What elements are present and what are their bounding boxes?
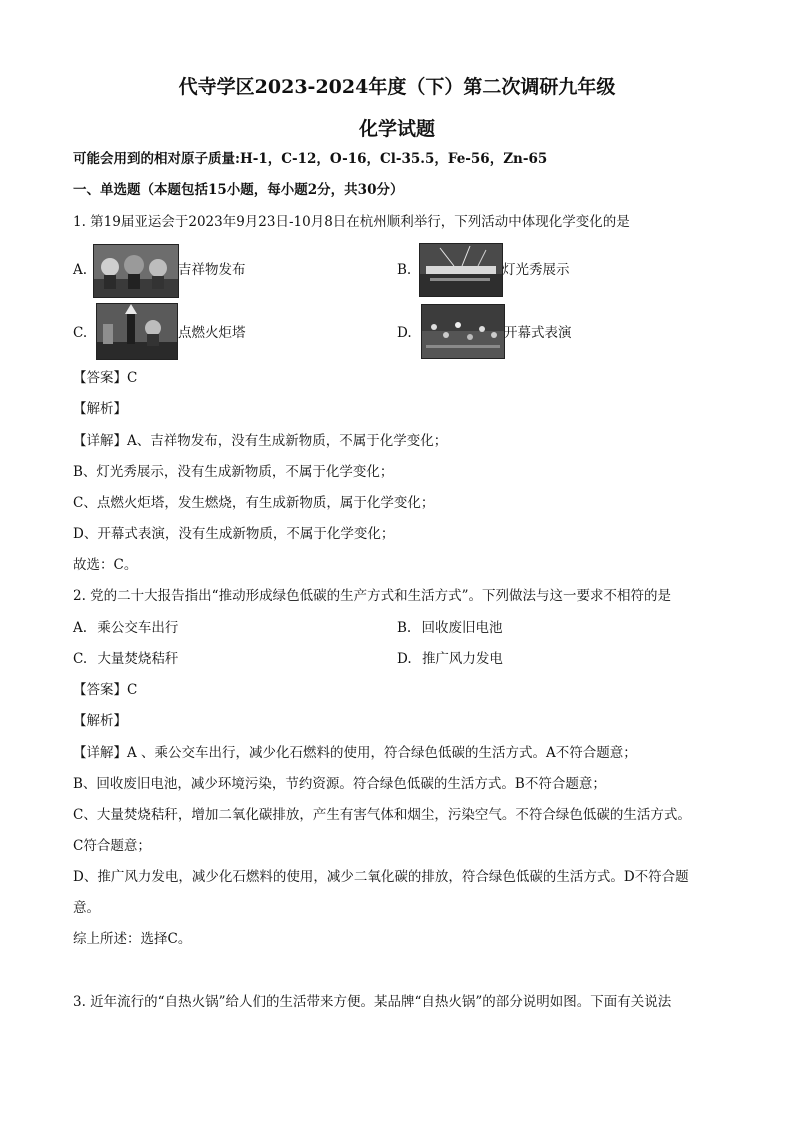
q1-detail-line: B、灯光秀展示，没有生成新物质，不属于化学变化； [73, 464, 394, 480]
q1-option-a-letter: A. [73, 262, 88, 278]
q1-option-b-letter: B. [397, 262, 412, 278]
q2-option-d [397, 650, 503, 668]
q1-option-d-text: 开幕式表演 [504, 325, 572, 341]
q1-answer: 【答案】C [73, 370, 138, 386]
q2-detail-line: D、推广风力发电，减少化石燃料的使用，减少二氧化碳的排放，符合绿色低碳的生活方式。D不符合题 [73, 869, 689, 885]
q2-option-b [397, 619, 503, 637]
q1-option-c-letter: C. [73, 325, 88, 341]
q2-detail-line: 【详解】A 、乘公交车出行，减少化石燃料的使用，符合绿色低碳的生活方式。A不符合题意； [73, 745, 637, 761]
mascot-photo [93, 244, 179, 298]
page-subtitle: 化学试题 [358, 118, 435, 140]
q2-answer: 【答案】C [73, 682, 138, 698]
light-show-photo [419, 243, 503, 297]
opening-ceremony-photo [421, 304, 505, 359]
q1-option-a-text: 吉祥物发布 [178, 262, 246, 278]
q2-detail-line: C符合题意； [73, 838, 151, 854]
q1-option-d-letter: D. [397, 325, 412, 341]
q2-option-d-text: 推广风力发电 [421, 651, 503, 667]
q2-option-a-text: 乘公交车出行 [97, 620, 179, 636]
section-heading: 一、单选题（本题包括15小题，每小题2分，共30分） [73, 182, 404, 198]
q1-conclusion: 故选：C。 [73, 557, 138, 573]
q2-option-c [73, 650, 178, 668]
torch-photo [96, 303, 178, 360]
q2-stem: 2. 党的二十大报告指出“推动形成绿色低碳的生产方式和生活方式”。下列做法与这一要求不相符的是 [73, 588, 671, 604]
q1-detail-line: C、点燃火炬塔，发生燃烧，有生成新物质，属于化学变化； [73, 495, 435, 511]
q2-option-b-letter: B. [397, 620, 412, 636]
q2-detail-line: 意。 [73, 900, 100, 916]
q2-option-c-letter: C. [73, 651, 88, 667]
q2-conclusion: 综上所述：选择C。 [73, 931, 192, 947]
q1-option-c-text: 点燃火炬塔 [178, 325, 246, 341]
q2-option-a-letter: A. [73, 620, 88, 636]
q2-detail-line: B、回收废旧电池，减少环境污染，节约资源。符合绿色低碳的生活方式。B不符合题意； [73, 776, 606, 792]
atomic-masses: 可能会用到的相对原子质量:H-1，C-12，O-16，Cl-35.5，Fe-56，Zn-65 [73, 151, 548, 167]
q3-stem: 3. 近年流行的“自热火锅”给人们的生活带来方便。某品牌“自热火锅”的部分说明如图。下面有关说法 [73, 994, 672, 1010]
q2-option-a [73, 619, 178, 637]
q2-detail-line: C、大量焚烧秸秆，增加二氧化碳排放，产生有害气体和烟尘，污染空气。不符合绿色低碳的生活方式。 [73, 807, 691, 823]
q2-option-b-text: 回收废旧电池 [421, 620, 503, 636]
q2-option-c-text: 大量焚烧秸秆 [97, 651, 179, 667]
q1-stem: 1. 第19届亚运会于2023年9月23日-10月8日在杭州顺利举行，下列活动中体现化学变化的是 [73, 214, 630, 230]
q2-analysis-label: 【解析】 [73, 713, 127, 729]
q1-detail-line: D、开幕式表演，没有生成新物质，不属于化学变化； [73, 526, 395, 542]
page-title: 代寺学区2023-2024年度（下）第二次调研九年级 [178, 76, 616, 98]
q1-analysis-label: 【解析】 [73, 401, 127, 417]
q1-detail-line: 【详解】A、吉祥物发布，没有生成新物质，不属于化学变化； [73, 433, 448, 449]
q1-option-b-text: 灯光秀展示 [502, 262, 570, 278]
q2-option-d-letter: D. [397, 651, 412, 667]
